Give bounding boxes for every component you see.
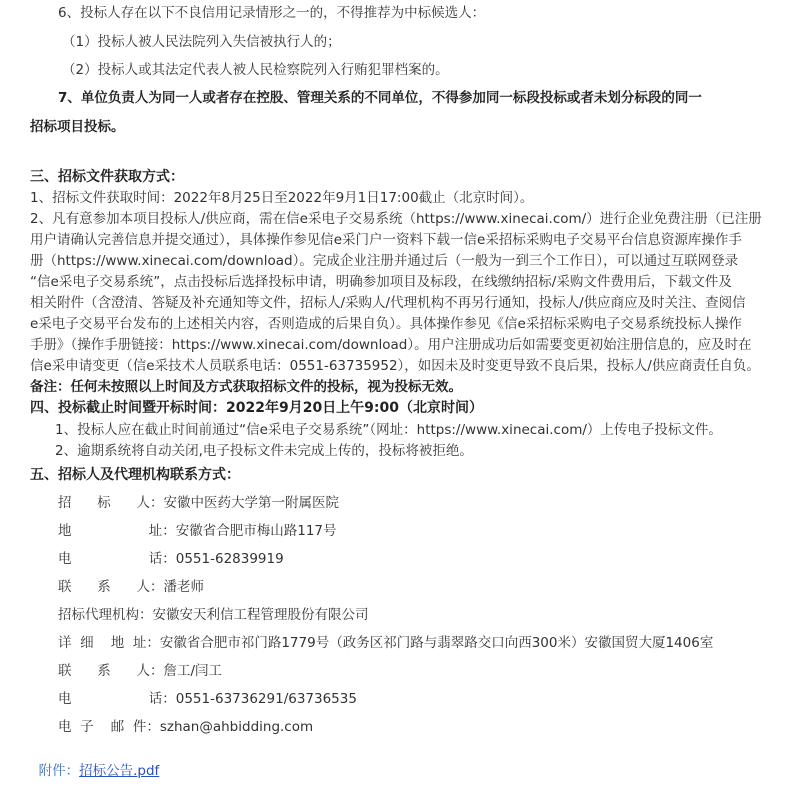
- attachment: [30, 741, 159, 801]
- paragraph-line: 信e采申请变更（信e采技术人员联系电话：0551-63735952），如因未及时变更导致不良后果，投标人/供应商责任自负。: [30, 358, 760, 374]
- section3-heading: 三、招标文件获取方式：: [30, 169, 184, 185]
- paragraph-line: e采电子交易平台发布的上述相关内容，否则造成的后果自负）。具体操作参见《信e采招标采购电子交易系统投标人操作: [30, 316, 742, 332]
- contact-label: 联 系 人：: [58, 579, 164, 595]
- contact-label: 地 址：: [58, 523, 176, 539]
- contact-row: [58, 717, 313, 737]
- section5-heading: 五、招标人及代理机构联系方式：: [30, 467, 240, 483]
- paragraph-line: “信e采电子交易系统”，点击投标后选择投标申请，明确参加项目及标段，在线缴纳招标/采购文件费用后，下载文件及: [30, 274, 732, 290]
- contact-value: 0551-62839919: [175, 551, 284, 567]
- paragraph-line: 用户请确认完善信息并提交通过），具体操作参见信e采门户一资料下载一信e采招标采购电子交易平台信息资源库操作手: [30, 232, 742, 248]
- contact-row: [58, 661, 222, 681]
- contact-label: 详 细 地 址：: [58, 635, 160, 651]
- contact-value: 安徽中医药大学第一附属医院: [163, 495, 339, 511]
- attachment-label: 附件：: [38, 763, 80, 779]
- contact-label: 电 子 邮 件：: [58, 719, 160, 735]
- section3-note: 备注：任何未按照以上时间及方式获取招标文件的投标，视为投标无效。: [30, 379, 462, 395]
- section4-item2: 2、逾期系统将自动关闭,电子投标文件未完成上传的，投标将被拒绝。: [55, 443, 473, 459]
- contact-row: [58, 633, 713, 653]
- contact-value: szhan@ahbidding.com: [159, 719, 314, 735]
- contact-value: 安徽安天利信工程管理股份有限公司: [152, 607, 369, 623]
- contact-row: [58, 521, 337, 541]
- contact-value: 安徽省合肥市祁门路1779号（政务区祁门路与翡翠路交口向西300米）安徽国贸大厦1406室: [159, 635, 714, 651]
- section4-heading: 四、投标截止时间暨开标时间：2022年9月20日上午9:00（北京时间）: [30, 400, 484, 416]
- contact-label: 电 话：: [58, 551, 176, 567]
- paragraph-line: 相关附件（含澄清、答疑及补充通知等文件，招标人/采购人/代理机构不再另行通知，投标人/供应商应及时关注、查阅信: [30, 295, 746, 311]
- contact-label: 电 话：: [58, 691, 176, 707]
- section4-item1: 1、投标人应在截止时间前通过“信e采电子交易系统”（网址：https://www.xinecai.com/）上传电子投标文件。: [55, 422, 722, 438]
- contact-value: 安徽省合肥市梅山路117号: [175, 523, 337, 539]
- contact-row: [58, 493, 339, 513]
- contact-value: 潘老师: [163, 579, 204, 595]
- contact-label: 招标代理机构：: [58, 607, 153, 623]
- contact-label: 联 系 人：: [58, 663, 164, 679]
- item-6: 6、投标人存在以下不良信用记录情形之一的，不得推荐为中标候选人：: [58, 5, 486, 21]
- contact-value: 0551-63736291/63736535: [175, 691, 357, 707]
- contact-value: 詹工/闫工: [163, 663, 223, 679]
- attachment-link[interactable]: 招标公告.pdf: [79, 763, 160, 779]
- section3-item1: 1、招标文件获取时间：2022年8月25日至2022年9月1日17:00截止（北京时间）。: [30, 190, 534, 206]
- paragraph-line: 2、凡有意参加本项目投标人/供应商，需在信e采电子交易系统（https://www.xinecai.com/）进行企业免费注册（已注册: [30, 211, 762, 227]
- sub-item-2: （2）投标人或其法定代表人被人民检察院列入行贿犯罪档案的。: [62, 62, 449, 78]
- paragraph-line: 手册》（操作手册链接：https://www.xinecai.com/download）。用户注册成功后如需要变更初始注册信息的，应及时在: [30, 337, 752, 353]
- contact-label: 招 标 人：: [58, 495, 164, 511]
- sub-item-1: （1）投标人被人民法院列入失信被执行人的；: [62, 34, 341, 50]
- item-7: 7、单位负责人为同一人或者存在控股、管理关系的不同单位，不得参加同一标段投标或者未划分标段的同一: [58, 90, 702, 106]
- item-7-cont: 招标项目投标。: [30, 119, 125, 135]
- contact-row: [58, 577, 204, 597]
- paragraph-line: 册（https://www.xinecai.com/download）。完成企业注册并通过后（一般为一到三个工作日），可以通过互联网登录: [30, 253, 739, 269]
- contact-row: [58, 689, 357, 709]
- contact-row: [58, 549, 284, 569]
- contact-row: [58, 605, 369, 625]
